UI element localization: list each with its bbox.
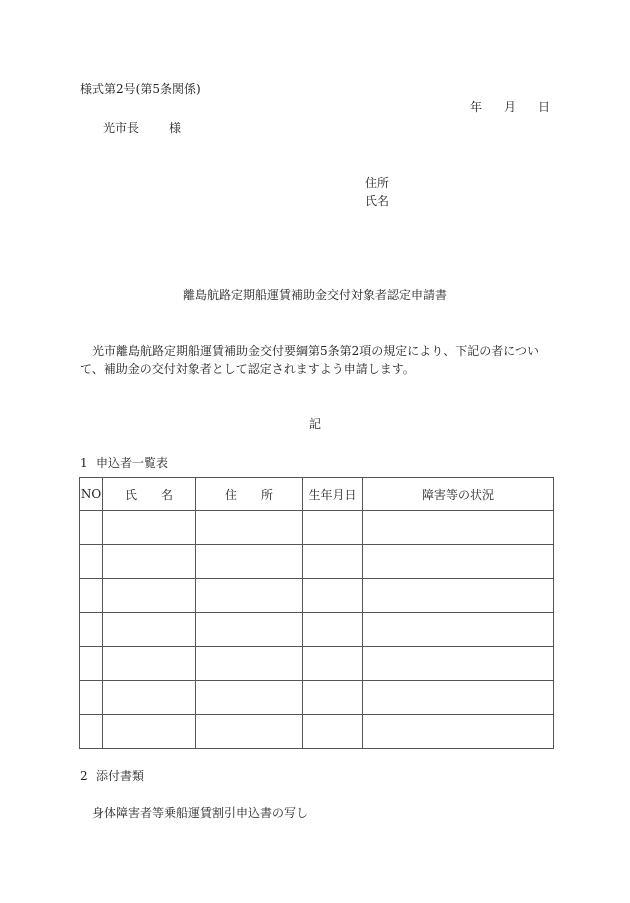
section-1-title: 申込者一覧表 [96,456,169,470]
table-cell [196,647,303,681]
table-cell [363,681,554,715]
table-row [80,511,554,545]
column-header-name: 氏 名 [103,478,196,511]
table-cell [363,579,554,613]
column-header-disability: 障害等の状況 [363,478,554,511]
table-cell [196,681,303,715]
applicant-address-label: 住所 [365,176,390,190]
table-row [80,579,554,613]
form-number: 様式第2号(第5条関係) [80,82,201,96]
table-cell [303,545,363,579]
ki-heading: 記 [308,417,321,431]
table-row [80,681,554,715]
table-cell [363,647,554,681]
table-cell [103,613,196,647]
table-row [80,545,554,579]
table-row [80,647,554,681]
section-2-title: 添付書類 [96,769,145,783]
table-cell [363,545,554,579]
addressee-name: 光市長 [103,121,140,135]
table-cell [196,579,303,613]
column-header-address: 住 所 [196,478,303,511]
attachment-item: 身体障害者等乗船運賃割引申込書の写し [92,806,309,820]
section-2-heading [80,769,144,783]
date-year-label: 年 [470,100,483,114]
table-cell [80,715,103,749]
body-paragraph: 光市離島航路定期船運賃補助金交付要綱第5条第2項の規定により、下記の者について、補助金の交付対象者として認定されますよう申請します。 [80,344,540,376]
table-cell [303,511,363,545]
section-2-number: 2 [80,769,88,783]
table-cell [103,647,196,681]
table-header-row [80,478,554,511]
document-title: 離島航路定期船運賃補助金交付対象者認定申請書 [182,288,447,302]
table-cell [196,715,303,749]
table-cell [103,681,196,715]
table-cell [303,681,363,715]
table-cell [196,613,303,647]
date-month-label: 月 [503,100,516,114]
table-cell [363,715,554,749]
table-cell [303,613,363,647]
table-cell [80,681,103,715]
table-cell [80,511,103,545]
table-cell [196,545,303,579]
addressee-suffix: 様 [169,121,182,135]
table-cell [303,647,363,681]
table-cell [103,511,196,545]
table-cell [103,545,196,579]
section-1-number: 1 [80,456,88,470]
date-day-label: 日 [537,100,550,114]
table-row [80,613,554,647]
applicant-table [79,477,554,749]
table-cell [363,511,554,545]
table-cell [303,715,363,749]
table-cell [80,613,103,647]
addressee [103,121,181,135]
table-cell [80,647,103,681]
table-cell [103,579,196,613]
table-cell [103,715,196,749]
applicant-name-label: 氏名 [365,194,390,208]
date-line [470,100,550,114]
table-cell [196,511,303,545]
column-header-birthdate: 生年月日 [303,478,363,511]
section-1-heading [80,456,168,470]
table-cell [80,545,103,579]
column-header-no: NO [80,478,103,511]
table-cell [303,579,363,613]
table-row [80,715,554,749]
table-cell [363,613,554,647]
table-cell [80,579,103,613]
